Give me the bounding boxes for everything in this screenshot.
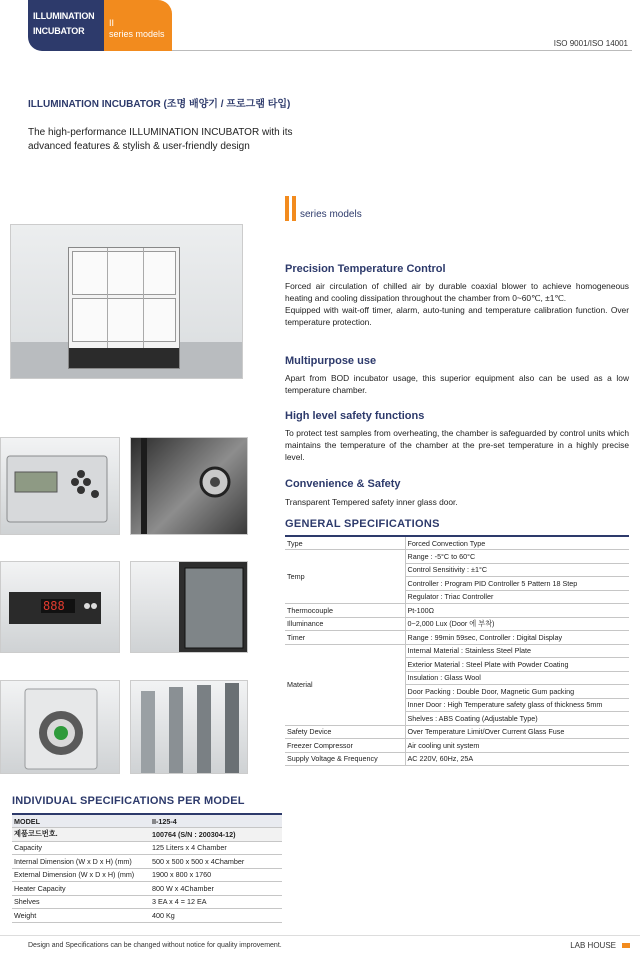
section-heading-convenience: Convenience & Safety [285,478,401,490]
spec-label: Capacity [12,841,150,855]
spec-value: Over Temperature Limit/Over Current Glass Fuse [405,725,629,739]
incubator-unit-illustration [68,247,180,369]
spec-value: AC 220V, 60Hz, 25A [405,752,629,766]
series-heading-text: series models [300,209,362,220]
section-body-convenience: Transparent Tempered safety inner glass door. [285,497,458,507]
spec-label: Weight [12,909,150,923]
spec-value: Shelves : ABS Coating (Adjustable Type) [405,712,629,726]
spec-value: Inner Door : High Temperature safety glass of thickness 5mm [405,698,629,712]
spec-value: Air cooling unit system [405,739,629,753]
table-row [285,550,629,564]
spec-value: 3 EA x 4 = 12 EA [150,895,282,909]
table-row [285,617,629,631]
product-photo-main [10,224,243,379]
glass-door-illustration [131,562,248,653]
header-tab-series [104,0,172,51]
series-heading [285,196,362,221]
spec-label: Supply Voltage & Frequency [285,752,405,766]
certification-label: ISO 9001/ISO 14001 [553,39,628,48]
spec-label: Timer [285,631,405,645]
photo-digital-display [0,561,120,653]
spec-label: Illuminance [285,617,405,631]
spec-label: Temp [285,550,405,604]
section-body-multipurpose: Apart from BOD incubator usage, this superior equipment also can be used as a low temperature chamber. [285,373,629,395]
spec-value: 500 x 500 x 500 x 4Chamber [150,855,282,869]
section-heading-precision: Precision Temperature Control [285,263,446,275]
table-row [12,855,282,869]
blower-fan-illustration [131,438,248,535]
photo-controller-panel [0,437,120,535]
table-row [12,882,282,896]
chamber-shelves-illustration [131,681,248,774]
model-label: MODEL [12,814,150,828]
spec-value: Control Sensitivity : ±1°C [405,563,629,577]
spec-value: Range : 99min 59sec, Controller : Digital Display [405,631,629,645]
spec-value: 800 W x 4Chamber [150,882,282,896]
table-row [12,841,282,855]
digital-display-illustration [1,562,120,653]
code-value: 100764 (S/N : 200304-12) [150,828,282,842]
table-row [285,631,629,645]
table-row [285,739,629,753]
section-body-safety: To protect test samples from overheating, the chamber is safeguarded by control units which maintains the temperature of the chamber at the pre-set temperature in a highly precise level. [285,428,629,462]
spec-label: Type [285,536,405,550]
spec-value: 0~2,000 Lux (Door 에 부착) [405,617,629,631]
tab-title-line1: ILLUMINATION [33,11,95,21]
table-row [285,752,629,766]
tab-series-line1: II [109,18,115,28]
tab-title-line2: INCUBATOR [33,26,85,36]
section-body-precision-p1: Forced air circulation of chilled air by durable coaxial blower to achieve homogeneous heating and cooling dissipation throughout the chamber from 0~60℃, ±1℃. [285,281,629,303]
spec-value: Pt-100Ω [405,604,629,618]
table-row [12,868,282,882]
footer-note: Design and Specifications can be changed without notice for quality improvement. [28,942,282,949]
table-row [285,536,629,550]
series-roman-numeral-icon [285,196,296,221]
spec-value: Door Packing : Double Door, Magnetic Gum packing [405,685,629,699]
table-row [285,725,629,739]
table-row [285,644,629,658]
footer-brand-mark-icon [622,943,630,948]
controller-panel-illustration [1,438,120,535]
display-digits: 888 [43,599,65,613]
photo-control-knob [0,680,120,774]
control-knob-illustration [1,681,120,774]
spec-value: 125 Liters x 4 Chamber [150,841,282,855]
spec-value: Internal Material : Stainless Steel Plate [405,644,629,658]
section-body-precision [285,280,629,328]
model-value: II-125-4 [150,814,282,828]
spec-value: Forced Convection Type [405,536,629,550]
header-rule [172,50,632,51]
spec-value: Exterior Material : Steel Plate with Powder Coating [405,658,629,672]
section-heading-multipurpose: Multipurpose use [285,355,377,367]
spec-label: Safety Device [285,725,405,739]
spec-label: Thermocouple [285,604,405,618]
table-row [12,895,282,909]
table-row [12,909,282,923]
section-body-precision-p2: Equipped with wait-off timer, alarm, auto-tuning and temperature calibration function. Over temperature protection. [285,305,629,327]
code-label: 제품코드번호. [12,828,150,842]
general-specs-heading: GENERAL SPECIFICATIONS [285,518,440,530]
spec-label: External Dimension (W x D x H) (mm) [12,868,150,882]
spec-value: Range : -5°C to 60°C [405,550,629,564]
intro-line-1: The high-performance ILLUMINATION INCUBATOR with its [28,127,293,138]
photo-glass-door [130,561,248,653]
intro-line-2: advanced features & stylish & user-friendly design [28,141,250,152]
tab-series-line2: series models [109,29,165,39]
footer-brand: LAB HOUSE [570,941,616,950]
spec-value: Insulation : Glass Wool [405,671,629,685]
page-title: ILLUMINATION INCUBATOR (조명 배양기 / 프로그램 타입) [28,99,291,110]
intro-text [28,126,328,154]
general-specs-table [285,535,629,766]
spec-value: Controller : Program PID Controller 5 Pattern 18 Step [405,577,629,591]
section-heading-safety: High level safety functions [285,410,425,422]
spec-label: Shelves [12,895,150,909]
header-tab-title [28,0,104,51]
spec-value: 400 Kg [150,909,282,923]
footer-rule [0,935,640,936]
photo-chamber-shelves [130,680,248,774]
spec-label: Freezer Compressor [285,739,405,753]
spec-label: Material [285,644,405,725]
spec-label: Internal Dimension (W x D x H) (mm) [12,855,150,869]
table-row [12,828,282,842]
table-row [12,814,282,828]
individual-specs-table [12,813,282,923]
spec-value: Regulator : Triac Controller [405,590,629,604]
table-row [285,604,629,618]
individual-specs-heading: INDIVIDUAL SPECIFICATIONS PER MODEL [12,795,245,807]
spec-value: 1900 x 800 x 1760 [150,868,282,882]
photo-blower-fan [130,437,248,535]
spec-label: Heater Capacity [12,882,150,896]
